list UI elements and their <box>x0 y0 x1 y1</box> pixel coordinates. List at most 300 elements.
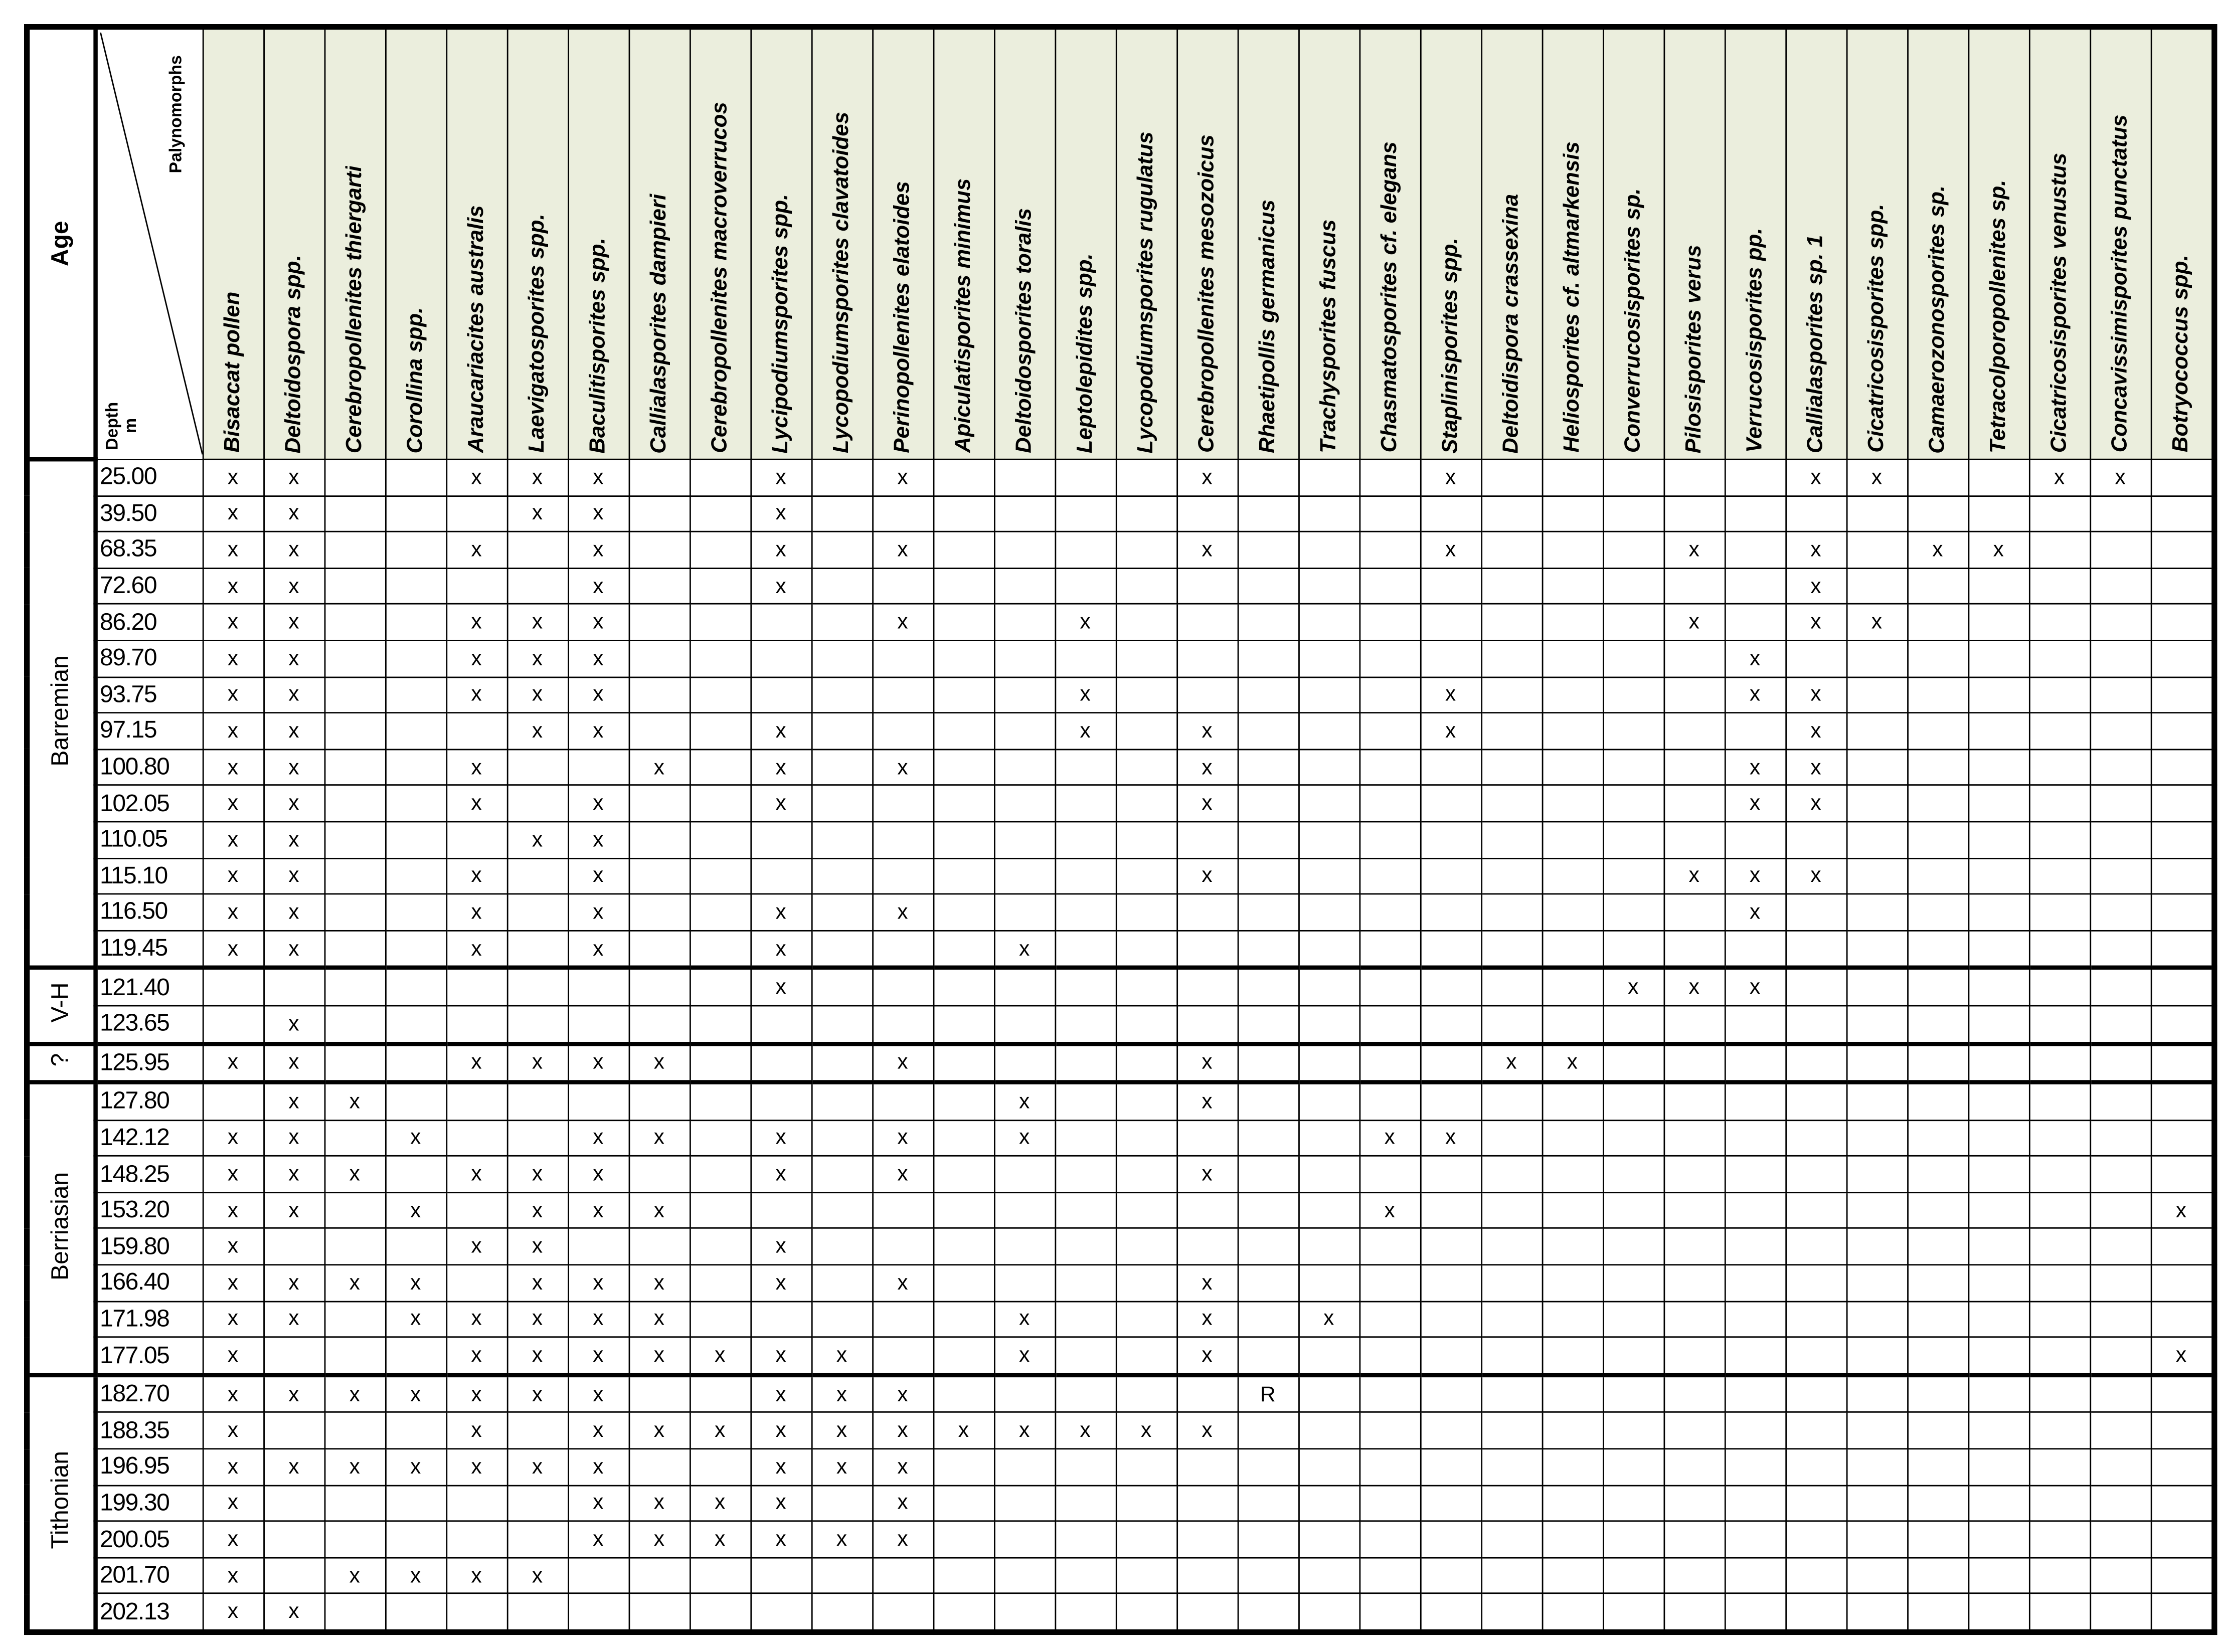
empty-cell <box>1481 1156 1542 1192</box>
occurrence-mark: x <box>507 1558 568 1594</box>
occurrence-mark: x <box>263 1006 324 1043</box>
occurrence-mark: x <box>872 1521 933 1557</box>
occurrence-mark: x <box>446 1156 506 1192</box>
empty-cell <box>263 968 324 1006</box>
taxon-column-header <box>629 27 690 460</box>
empty-cell <box>1542 1301 1603 1337</box>
empty-cell <box>933 604 994 640</box>
depth-value: 196.95 <box>95 1449 203 1485</box>
empty-cell <box>811 968 872 1006</box>
empty-cell <box>994 968 1055 1006</box>
table-row <box>27 749 2214 785</box>
empty-cell <box>1420 604 1481 640</box>
empty-cell <box>2090 713 2150 749</box>
empty-cell <box>1238 1337 1298 1375</box>
occurrence-mark: x <box>385 1375 446 1412</box>
empty-cell <box>1481 1375 1542 1412</box>
occurrence-mark: x <box>1785 604 1846 640</box>
occurrence-mark: x <box>750 894 811 930</box>
empty-cell <box>2151 931 2214 968</box>
empty-cell <box>1785 1558 1846 1594</box>
empty-cell <box>1055 459 1115 495</box>
empty-cell <box>1116 1449 1176 1485</box>
empty-cell <box>1542 1120 1603 1156</box>
empty-cell <box>994 1043 1055 1082</box>
empty-cell <box>1907 858 1968 894</box>
empty-cell <box>2090 641 2150 677</box>
empty-cell <box>1542 858 1603 894</box>
depth-value: 115.10 <box>95 858 203 894</box>
empty-cell <box>1542 1413 1603 1449</box>
empty-cell <box>1238 1006 1298 1043</box>
occurrence-mark: x <box>1725 641 1785 677</box>
header-row <box>27 27 2214 460</box>
empty-cell <box>1603 1120 1663 1156</box>
depth-value: 72.60 <box>95 568 203 604</box>
empty-cell <box>385 894 446 930</box>
empty-cell <box>1968 1043 2029 1082</box>
empty-cell <box>1298 931 1359 968</box>
empty-cell <box>629 713 690 749</box>
empty-cell <box>1116 459 1176 495</box>
empty-cell <box>1542 1449 1603 1485</box>
occurrence-mark: x <box>203 1229 263 1265</box>
empty-cell <box>1907 1192 1968 1228</box>
empty-cell <box>1968 1375 2029 1412</box>
occurrence-mark: x <box>1055 1413 1115 1449</box>
empty-cell <box>1298 968 1359 1006</box>
empty-cell <box>1298 749 1359 785</box>
empty-cell <box>811 931 872 968</box>
occurrence-mark: x <box>568 604 628 640</box>
depth-value: 142.12 <box>95 1120 203 1156</box>
occurrence-mark: x <box>750 931 811 968</box>
empty-cell <box>1055 1043 1115 1082</box>
occurrence-mark: x <box>1359 1192 1420 1228</box>
occurrence-mark: x <box>507 677 568 713</box>
taxon-name: Deltoidosporites toralis <box>1011 208 1036 453</box>
empty-cell <box>1481 822 1542 858</box>
table-row <box>27 1301 2214 1337</box>
occurrence-mark: x <box>1176 459 1237 495</box>
empty-cell <box>1116 1301 1176 1337</box>
empty-cell <box>1907 677 1968 713</box>
empty-cell <box>1968 713 2029 749</box>
empty-cell <box>690 1229 750 1265</box>
empty-cell <box>690 786 750 822</box>
occurrence-mark: x <box>811 1413 872 1449</box>
empty-cell <box>1663 1449 1724 1485</box>
empty-cell <box>1055 749 1115 785</box>
empty-cell <box>1176 822 1237 858</box>
occurrence-mark: x <box>263 604 324 640</box>
empty-cell <box>1176 641 1237 677</box>
occurrence-mark: x <box>385 1120 446 1156</box>
empty-cell <box>324 459 385 495</box>
empty-cell <box>1907 1521 1968 1557</box>
empty-cell <box>1663 931 1724 968</box>
empty-cell <box>385 1521 446 1557</box>
empty-cell <box>446 713 506 749</box>
empty-cell <box>690 641 750 677</box>
empty-cell <box>1055 1229 1115 1265</box>
empty-cell <box>1481 1521 1542 1557</box>
empty-cell <box>1907 1449 1968 1485</box>
occurrence-mark: x <box>263 1301 324 1337</box>
occurrence-mark: x <box>203 894 263 930</box>
taxon-column-header <box>1420 27 1481 460</box>
empty-cell <box>1725 1521 1785 1557</box>
table-body <box>27 459 2214 1632</box>
empty-cell <box>1542 1558 1603 1594</box>
empty-cell <box>2151 786 2214 822</box>
occurrence-mark: x <box>1176 858 1237 894</box>
taxon-name: Verrucosisporites pp. <box>1742 228 1767 453</box>
empty-cell <box>1846 1006 1907 1043</box>
empty-cell <box>1116 1375 1176 1412</box>
empty-cell <box>1359 1413 1420 1449</box>
taxon-column-header <box>263 27 324 460</box>
empty-cell <box>385 1337 446 1375</box>
empty-cell <box>1663 822 1724 858</box>
empty-cell <box>1298 894 1359 930</box>
occurrence-mark: x <box>1420 459 1481 495</box>
empty-cell <box>811 858 872 894</box>
occurrence-mark: x <box>1663 968 1724 1006</box>
empty-cell <box>1663 495 1724 531</box>
empty-cell <box>1542 532 1603 568</box>
taxon-name: Deltoidospora spp. <box>281 254 305 453</box>
empty-cell <box>1603 1558 1663 1594</box>
empty-cell <box>1907 713 1968 749</box>
depth-value: 68.35 <box>95 532 203 568</box>
occurrence-mark: x <box>629 1521 690 1557</box>
empty-cell <box>933 1375 994 1412</box>
empty-cell <box>872 1082 933 1120</box>
empty-cell <box>1663 1229 1724 1265</box>
empty-cell <box>1238 1413 1298 1449</box>
empty-cell <box>507 1006 568 1043</box>
empty-cell <box>1968 1156 2029 1192</box>
empty-cell <box>1603 568 1663 604</box>
empty-cell <box>2090 931 2150 968</box>
empty-cell <box>324 1337 385 1375</box>
empty-cell <box>811 1043 872 1082</box>
empty-cell <box>1603 858 1663 894</box>
occurrence-mark: x <box>263 1265 324 1301</box>
taxon-name: Pilosisporites verus <box>1681 244 1705 453</box>
empty-cell <box>324 1485 385 1521</box>
empty-cell <box>994 459 1055 495</box>
empty-cell <box>1116 1558 1176 1594</box>
empty-cell <box>1542 1594 1603 1632</box>
occurrence-mark: x <box>203 1265 263 1301</box>
occurrence-mark: x <box>203 532 263 568</box>
occurrence-mark: x <box>750 495 811 531</box>
taxon-name: Lycipodiumsporites spp. <box>768 193 792 453</box>
empty-cell <box>629 894 690 930</box>
empty-cell <box>1907 568 1968 604</box>
empty-cell <box>1116 968 1176 1006</box>
empty-cell <box>2029 1594 2090 1632</box>
taxon-name: Cerebropollenites mesozoicus <box>1194 134 1219 453</box>
occurrence-mark: x <box>507 1156 568 1192</box>
taxon-name: Cicatricosisporites venustus <box>2046 153 2071 453</box>
occurrence-mark: x <box>1055 713 1115 749</box>
empty-cell <box>1785 1082 1846 1120</box>
empty-cell <box>994 1006 1055 1043</box>
empty-cell <box>1846 1558 1907 1594</box>
taxon-name: Tetracolporopollenites sp. <box>1985 179 2010 453</box>
empty-cell <box>446 495 506 531</box>
occurrence-mark: x <box>568 858 628 894</box>
empty-cell <box>1238 1043 1298 1082</box>
empty-cell <box>1846 713 1907 749</box>
empty-cell <box>1116 931 1176 968</box>
empty-cell <box>1359 1337 1420 1375</box>
empty-cell <box>690 1265 750 1301</box>
empty-cell <box>2090 858 2150 894</box>
empty-cell <box>2151 1120 2214 1156</box>
empty-cell <box>629 786 690 822</box>
empty-cell <box>690 1375 750 1412</box>
occurrence-mark: x <box>203 1192 263 1228</box>
empty-cell <box>1725 459 1785 495</box>
empty-cell <box>1907 1413 1968 1449</box>
empty-cell <box>446 1521 506 1557</box>
occurrence-mark: x <box>446 1337 506 1375</box>
empty-cell <box>1846 1043 1907 1082</box>
empty-cell <box>1298 1192 1359 1228</box>
empty-cell <box>324 1006 385 1043</box>
empty-cell <box>507 1521 568 1557</box>
occurrence-mark: x <box>324 1082 385 1120</box>
empty-cell <box>2029 604 2090 640</box>
occurrence-mark: x <box>446 1449 506 1485</box>
depth-value: 159.80 <box>95 1229 203 1265</box>
empty-cell <box>2029 1337 2090 1375</box>
empty-cell <box>2090 1594 2150 1632</box>
empty-cell <box>1359 1265 1420 1301</box>
occurrence-mark: x <box>203 858 263 894</box>
taxon-column-header <box>446 27 506 460</box>
empty-cell <box>933 568 994 604</box>
occurrence-mark: x <box>1663 858 1724 894</box>
empty-cell <box>1481 1301 1542 1337</box>
empty-cell <box>872 1337 933 1375</box>
empty-cell <box>446 1594 506 1632</box>
empty-cell <box>1663 786 1724 822</box>
empty-cell <box>1116 1229 1176 1265</box>
empty-cell <box>690 968 750 1006</box>
empty-cell <box>2151 1265 2214 1301</box>
empty-cell <box>1055 1156 1115 1192</box>
occurrence-mark: x <box>1420 713 1481 749</box>
empty-cell <box>1055 1192 1115 1228</box>
occurrence-mark: x <box>263 532 324 568</box>
empty-cell <box>811 1485 872 1521</box>
empty-cell <box>324 931 385 968</box>
empty-cell <box>811 1006 872 1043</box>
table-row <box>27 1413 2214 1449</box>
empty-cell <box>629 1375 690 1412</box>
empty-cell <box>1298 604 1359 640</box>
empty-cell <box>2090 1156 2150 1192</box>
empty-cell <box>1542 1082 1603 1120</box>
empty-cell <box>1481 677 1542 713</box>
occurrence-mark: x <box>203 568 263 604</box>
empty-cell <box>1359 1594 1420 1632</box>
empty-cell <box>1420 1594 1481 1632</box>
depth-value: 86.20 <box>95 604 203 640</box>
empty-cell <box>1663 641 1724 677</box>
empty-cell <box>1481 894 1542 930</box>
empty-cell <box>933 1192 994 1228</box>
occurrence-mark: x <box>324 1375 385 1412</box>
empty-cell <box>811 532 872 568</box>
empty-cell <box>1542 568 1603 604</box>
empty-cell <box>2090 894 2150 930</box>
occurrence-mark: x <box>872 1449 933 1485</box>
empty-cell <box>629 822 690 858</box>
empty-cell <box>1116 568 1176 604</box>
empty-cell <box>1846 1192 1907 1228</box>
occurrence-mark: x <box>1055 677 1115 713</box>
occurrence-mark: x <box>568 786 628 822</box>
empty-cell <box>1846 677 1907 713</box>
empty-cell <box>446 1120 506 1156</box>
empty-cell <box>1968 1265 2029 1301</box>
empty-cell <box>1298 568 1359 604</box>
empty-cell <box>1907 1006 1968 1043</box>
empty-cell <box>1359 532 1420 568</box>
empty-cell <box>994 786 1055 822</box>
empty-cell <box>1907 1375 1968 1412</box>
empty-cell <box>1968 1301 2029 1337</box>
empty-cell <box>1116 894 1176 930</box>
empty-cell <box>507 1120 568 1156</box>
empty-cell <box>1542 1229 1603 1265</box>
empty-cell <box>1968 495 2029 531</box>
empty-cell <box>2151 1521 2214 1557</box>
empty-cell <box>1481 495 1542 531</box>
empty-cell <box>933 749 994 785</box>
empty-cell <box>690 858 750 894</box>
depth-value: 202.13 <box>95 1594 203 1632</box>
taxon-name: Apiculatisporites minimus <box>950 178 975 453</box>
occurrence-mark: x <box>750 1413 811 1449</box>
empty-cell <box>1298 1229 1359 1265</box>
empty-cell <box>1238 931 1298 968</box>
occurrence-mark: x <box>507 1043 568 1082</box>
empty-cell <box>1785 1594 1846 1632</box>
occurrence-mark: x <box>263 1449 324 1485</box>
empty-cell <box>507 532 568 568</box>
empty-cell <box>1359 1485 1420 1521</box>
empty-cell <box>1542 641 1603 677</box>
empty-cell <box>1725 495 1785 531</box>
empty-cell <box>690 894 750 930</box>
empty-cell <box>1116 1337 1176 1375</box>
empty-cell <box>1907 1337 1968 1375</box>
empty-cell <box>1663 1337 1724 1375</box>
empty-cell <box>1663 1006 1724 1043</box>
occurrence-mark: x <box>507 1301 568 1337</box>
empty-cell <box>1603 677 1663 713</box>
empty-cell <box>1603 1485 1663 1521</box>
occurrence-mark: x <box>446 894 506 930</box>
empty-cell <box>933 713 994 749</box>
empty-cell <box>1968 604 2029 640</box>
empty-cell <box>1359 459 1420 495</box>
empty-cell <box>1359 822 1420 858</box>
empty-cell <box>324 1192 385 1228</box>
empty-cell <box>1542 1006 1603 1043</box>
empty-cell <box>1116 641 1176 677</box>
occurrence-mark: x <box>750 1337 811 1375</box>
empty-cell <box>1785 1301 1846 1337</box>
empty-cell <box>568 1558 628 1594</box>
empty-cell <box>1238 568 1298 604</box>
empty-cell <box>385 677 446 713</box>
occurrence-mark: x <box>568 1413 628 1449</box>
empty-cell <box>263 1485 324 1521</box>
empty-cell <box>1481 1337 1542 1375</box>
empty-cell <box>750 1558 811 1594</box>
occurrence-mark: x <box>263 459 324 495</box>
empty-cell <box>2090 1043 2150 1082</box>
empty-cell <box>933 1082 994 1120</box>
occurrence-mark: x <box>507 641 568 677</box>
empty-cell <box>324 1301 385 1337</box>
empty-cell <box>1238 1301 1298 1337</box>
empty-cell <box>507 1594 568 1632</box>
taxon-column-header <box>750 27 811 460</box>
occurrence-mark: x <box>872 749 933 785</box>
empty-cell <box>1116 1521 1176 1557</box>
empty-cell <box>385 1156 446 1192</box>
palynomorphs-label: Palynomorphs <box>164 55 185 173</box>
empty-cell <box>629 677 690 713</box>
empty-cell <box>1846 1337 1907 1375</box>
empty-cell <box>1420 822 1481 858</box>
empty-cell <box>933 931 994 968</box>
empty-cell <box>1481 1082 1542 1120</box>
empty-cell <box>1298 1265 1359 1301</box>
occurrence-mark: x <box>263 786 324 822</box>
occurrence-mark: x <box>203 931 263 968</box>
empty-cell <box>324 1043 385 1082</box>
empty-cell <box>1968 1558 2029 1594</box>
empty-cell <box>1420 786 1481 822</box>
table-row <box>27 604 2214 640</box>
empty-cell <box>1968 1337 2029 1375</box>
empty-cell <box>263 1558 324 1594</box>
depth-value: 148.25 <box>95 1156 203 1192</box>
empty-cell <box>1663 459 1724 495</box>
empty-cell <box>1785 1413 1846 1449</box>
occurrence-mark: x <box>507 1337 568 1375</box>
empty-cell <box>2090 1413 2150 1449</box>
empty-cell <box>1481 532 1542 568</box>
empty-cell <box>1663 1413 1724 1449</box>
empty-cell <box>1785 1265 1846 1301</box>
empty-cell <box>1542 749 1603 785</box>
taxon-column-header <box>811 27 872 460</box>
empty-cell <box>1238 604 1298 640</box>
empty-cell <box>1846 858 1907 894</box>
empty-cell <box>1603 894 1663 930</box>
